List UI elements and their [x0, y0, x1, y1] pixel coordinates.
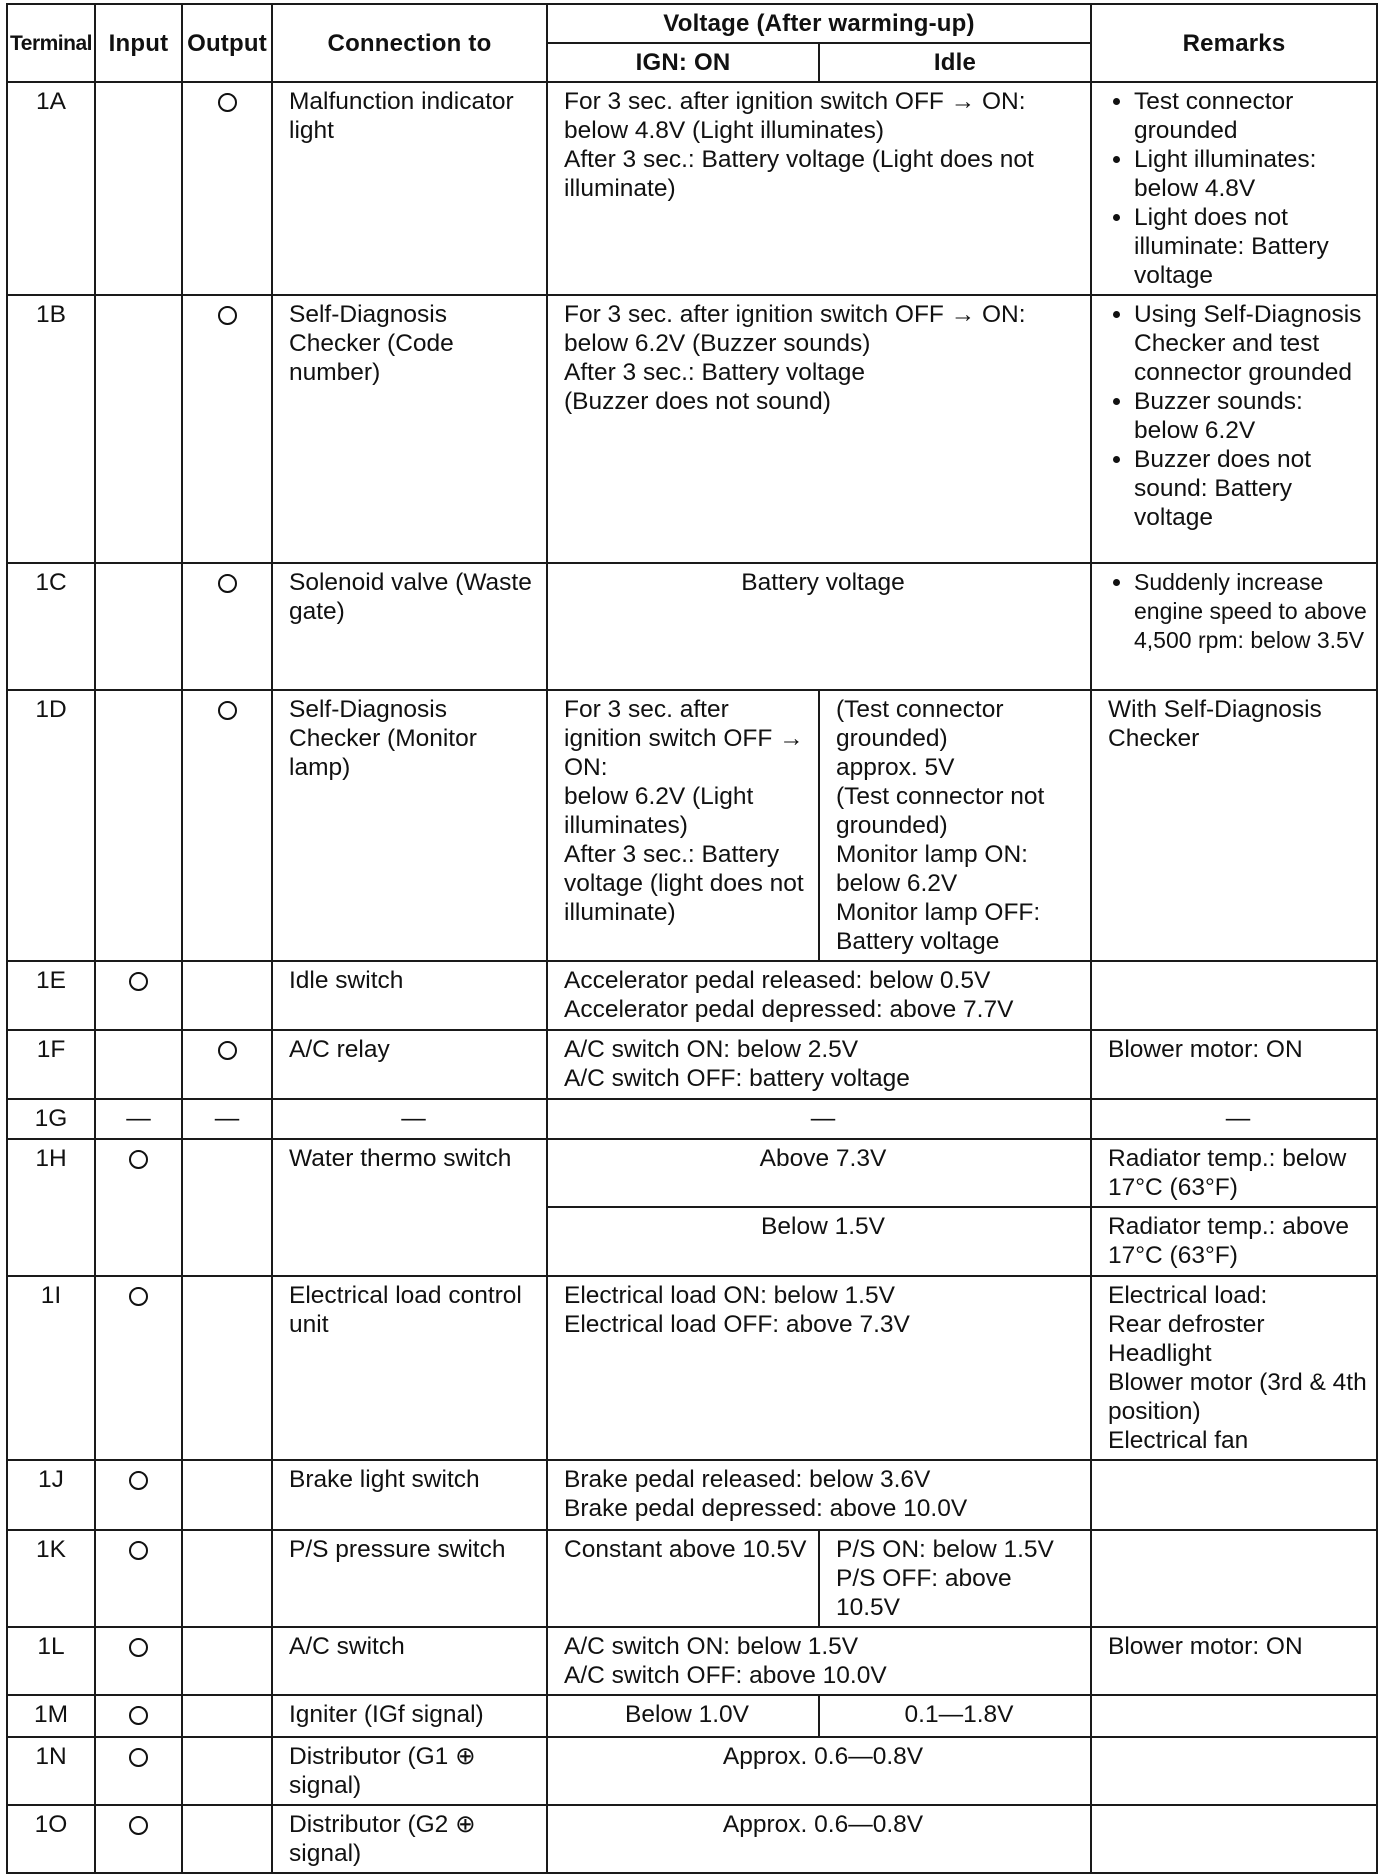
voltage-cell: Above 7.3V	[547, 1139, 1091, 1207]
voltage-line: (Test connector grounded)	[836, 696, 1004, 752]
input-circle-icon	[129, 1471, 148, 1490]
header-voltage: Voltage (After warming-up)	[547, 4, 1091, 43]
voltage-line: Brake pedal depressed: above 10.0V	[564, 1495, 968, 1522]
input-cell	[95, 82, 182, 295]
connection-cell: A/C relay	[272, 1030, 547, 1099]
table-row	[7, 1139, 1377, 1207]
output-cell	[182, 1627, 272, 1695]
table-row	[7, 1276, 1377, 1460]
voltage-line: Monitor lamp OFF: Battery voltage	[836, 899, 1041, 955]
output-circle-icon	[218, 306, 237, 325]
table-row	[7, 1695, 1377, 1737]
input-circle-icon	[129, 1150, 148, 1169]
connection-cell: Malfunction indicator light	[272, 82, 547, 295]
remarks-cell	[1091, 1695, 1377, 1737]
output-cell	[182, 1530, 272, 1627]
remark-line: Electrical load:	[1108, 1282, 1268, 1309]
output-cell	[182, 1695, 272, 1737]
table-row	[7, 690, 1377, 961]
remarks-cell: Blower motor: ON	[1091, 1627, 1377, 1695]
ign-on-cell	[547, 690, 819, 961]
remark-item: • Suddenly increase engine speed to above 4,500 rpm: below 3.5V	[1134, 568, 1368, 655]
output-cell	[182, 1805, 272, 1873]
table-row	[7, 1460, 1377, 1530]
remark-line: Rear defroster	[1108, 1311, 1265, 1338]
voltage-line: After 3 sec.: Battery voltage (Light does not illuminate)	[564, 146, 1034, 202]
terminal-cell: 1K	[7, 1530, 95, 1627]
terminal-cell: 1B	[7, 295, 95, 563]
voltage-line: Accelerator pedal depressed: above 7.7V	[564, 996, 1014, 1023]
voltage-line: Electrical load ON: below 1.5V	[564, 1282, 895, 1309]
remark-item: • Buzzer does not sound: Battery voltage	[1134, 445, 1368, 532]
input-circle-icon	[129, 1638, 148, 1657]
remarks-cell	[1091, 1460, 1377, 1530]
output-cell	[182, 1737, 272, 1805]
idle-cell: 0.1—1.8V	[819, 1695, 1091, 1737]
input-cell	[95, 1695, 182, 1737]
remarks-cell: With Self-Diagnosis Checker	[1091, 690, 1377, 961]
voltage-line: For 3 sec. after ignition switch OFF → ON: below 4.8V (Light illuminates)	[564, 88, 1026, 144]
terminal-voltage-table	[6, 3, 1378, 1874]
terminal-cell: 1C	[7, 563, 95, 690]
voltage-line: approx. 5V	[836, 754, 955, 781]
connection-cell: Self-Diagnosis Checker (Monitor lamp)	[272, 690, 547, 961]
remarks-cell: Blower motor: ON	[1091, 1030, 1377, 1099]
voltage-cell: Approx. 0.6—0.8V	[547, 1805, 1091, 1873]
voltage-line: Accelerator pedal released: below 0.5V	[564, 967, 991, 994]
table-row	[7, 82, 1377, 295]
voltage-cell	[547, 1460, 1091, 1530]
voltage-line: A/C switch OFF: above 10.0V	[564, 1662, 887, 1689]
terminal-cell: 1D	[7, 690, 95, 961]
table-row	[7, 1030, 1377, 1099]
table-row	[7, 1737, 1377, 1805]
terminal-cell: 1G	[7, 1099, 95, 1139]
header-connection: Connection to	[272, 4, 547, 82]
input-cell	[95, 1030, 182, 1099]
connection-cell: Water thermo switch	[272, 1139, 547, 1276]
voltage-cell	[547, 1030, 1091, 1099]
header-input: Input	[95, 4, 182, 82]
voltage-line: For 3 sec. after ignition switch OFF → ON:	[564, 696, 804, 781]
input-circle-icon	[129, 1287, 148, 1306]
input-cell	[95, 961, 182, 1030]
idle-cell	[819, 1530, 1091, 1627]
voltage-line: P/S OFF: above 10.5V	[836, 1565, 1012, 1621]
idle-cell	[819, 690, 1091, 961]
input-cell	[95, 563, 182, 690]
voltage-line: Brake pedal released: below 3.6V	[564, 1466, 931, 1493]
remark-line: Electrical fan	[1108, 1427, 1249, 1454]
remarks-cell	[1091, 1737, 1377, 1805]
terminal-cell: 1L	[7, 1627, 95, 1695]
voltage-line: Monitor lamp ON: below 6.2V	[836, 841, 1028, 897]
connection-cell: Brake light switch	[272, 1460, 547, 1530]
output-cell: —	[182, 1099, 272, 1139]
table-row	[7, 961, 1377, 1030]
voltage-cell	[547, 1276, 1091, 1460]
voltage-line: A/C switch ON: below 2.5V	[564, 1036, 859, 1063]
remarks-cell: —	[1091, 1099, 1377, 1139]
table-row	[7, 1530, 1377, 1627]
table-row	[7, 1805, 1377, 1873]
header-ign-on: IGN: ON	[547, 43, 819, 82]
remarks-cell	[1091, 1276, 1377, 1460]
remark-item: • Buzzer sounds: below 6.2V	[1134, 387, 1368, 445]
output-cell	[182, 82, 272, 295]
remarks-cell	[1091, 1530, 1377, 1627]
output-cell	[182, 1276, 272, 1460]
table-row	[7, 295, 1377, 563]
connection-cell: Distributor (G1 ⊕ signal)	[272, 1737, 547, 1805]
remarks-cell	[1091, 961, 1377, 1030]
voltage-line: P/S ON: below 1.5V	[836, 1536, 1054, 1563]
voltage-cell	[547, 1627, 1091, 1695]
voltage-cell	[547, 82, 1091, 295]
output-cell	[182, 1139, 272, 1276]
input-cell: —	[95, 1099, 182, 1139]
input-cell	[95, 1805, 182, 1873]
voltage-line: For 3 sec. after ignition switch OFF → ON: below 6.2V (Buzzer sounds)	[564, 301, 1026, 357]
remarks-cell: Radiator temp.: below 17°C (63°F)	[1091, 1139, 1377, 1207]
input-cell	[95, 1276, 182, 1460]
output-cell	[182, 563, 272, 690]
input-circle-icon	[129, 1706, 148, 1725]
output-circle-icon	[218, 701, 237, 720]
connection-cell: P/S pressure switch	[272, 1530, 547, 1627]
remarks-cell	[1091, 1805, 1377, 1873]
remark-item: • Light does not illuminate: Battery voltage	[1134, 203, 1368, 290]
remark-item: • Light illuminates: below 4.8V	[1134, 145, 1368, 203]
terminal-cell: 1N	[7, 1737, 95, 1805]
input-cell	[95, 1530, 182, 1627]
input-circle-icon	[129, 1816, 148, 1835]
remark-item: • Test connector grounded	[1134, 87, 1368, 145]
remark-line: Blower motor (3rd & 4th position)	[1108, 1369, 1367, 1425]
input-cell	[95, 1460, 182, 1530]
connection-cell: Distributor (G2 ⊕ signal)	[272, 1805, 547, 1873]
remark-item: • Using Self-Diagnosis Checker and test connector grounded	[1134, 300, 1368, 387]
input-circle-icon	[129, 972, 148, 991]
header-output: Output	[182, 4, 272, 82]
input-cell	[95, 690, 182, 961]
table-row	[7, 1099, 1377, 1139]
input-cell	[95, 1139, 182, 1276]
remarks-cell	[1091, 563, 1377, 690]
connection-cell: Electrical load control unit	[272, 1276, 547, 1460]
voltage-cell: Below 1.5V	[547, 1207, 1091, 1276]
connection-cell: —	[272, 1099, 547, 1139]
output-cell	[182, 1460, 272, 1530]
header-remarks: Remarks	[1091, 4, 1377, 82]
connection-cell: A/C switch	[272, 1627, 547, 1695]
terminal-cell: 1H	[7, 1139, 95, 1276]
voltage-cell	[547, 961, 1091, 1030]
ign-on-cell: Constant above 10.5V	[547, 1530, 819, 1627]
output-circle-icon	[218, 574, 237, 593]
output-cell	[182, 1030, 272, 1099]
terminal-cell: 1A	[7, 82, 95, 295]
voltage-line: (Buzzer does not sound)	[564, 388, 831, 415]
header-idle: Idle	[819, 43, 1091, 82]
voltage-line: A/C switch OFF: battery voltage	[564, 1065, 910, 1092]
voltage-cell: —	[547, 1099, 1091, 1139]
voltage-line: Electrical load OFF: above 7.3V	[564, 1311, 910, 1338]
header-terminal: Terminal	[7, 4, 95, 82]
input-cell	[95, 1737, 182, 1805]
output-cell	[182, 961, 272, 1030]
remarks-cell	[1091, 82, 1377, 295]
voltage-cell: Approx. 0.6—0.8V	[547, 1737, 1091, 1805]
input-cell	[95, 1627, 182, 1695]
remarks-cell	[1091, 295, 1377, 563]
connection-cell: Igniter (IGf signal)	[272, 1695, 547, 1737]
input-circle-icon	[129, 1748, 148, 1767]
remark-line: Headlight	[1108, 1340, 1212, 1367]
connection-cell: Self-Diagnosis Checker (Code number)	[272, 295, 547, 563]
terminal-cell: 1O	[7, 1805, 95, 1873]
input-cell	[95, 295, 182, 563]
output-cell	[182, 690, 272, 961]
voltage-line: After 3 sec.: Battery voltage (light does not illuminate)	[564, 841, 804, 926]
remarks-cell: Radiator temp.: above 17°C (63°F)	[1091, 1207, 1377, 1276]
output-circle-icon	[218, 93, 237, 112]
terminal-cell: 1E	[7, 961, 95, 1030]
output-circle-icon	[218, 1041, 237, 1060]
table-row	[7, 1627, 1377, 1695]
terminal-cell: 1J	[7, 1460, 95, 1530]
ign-on-cell: Below 1.0V	[547, 1695, 819, 1737]
connection-cell: Idle switch	[272, 961, 547, 1030]
voltage-line: (Test connector not grounded)	[836, 783, 1045, 839]
output-cell	[182, 295, 272, 563]
voltage-line: A/C switch ON: below 1.5V	[564, 1633, 859, 1660]
terminal-cell: 1F	[7, 1030, 95, 1099]
terminal-cell: 1I	[7, 1276, 95, 1460]
voltage-cell: Battery voltage	[547, 563, 1091, 690]
voltage-cell	[547, 295, 1091, 563]
voltage-line: below 6.2V (Light illuminates)	[564, 783, 754, 839]
connection-cell: Solenoid valve (Waste gate)	[272, 563, 547, 690]
input-circle-icon	[129, 1541, 148, 1560]
table-row	[7, 563, 1377, 690]
terminal-cell: 1M	[7, 1695, 95, 1737]
voltage-line: After 3 sec.: Battery voltage	[564, 359, 865, 386]
